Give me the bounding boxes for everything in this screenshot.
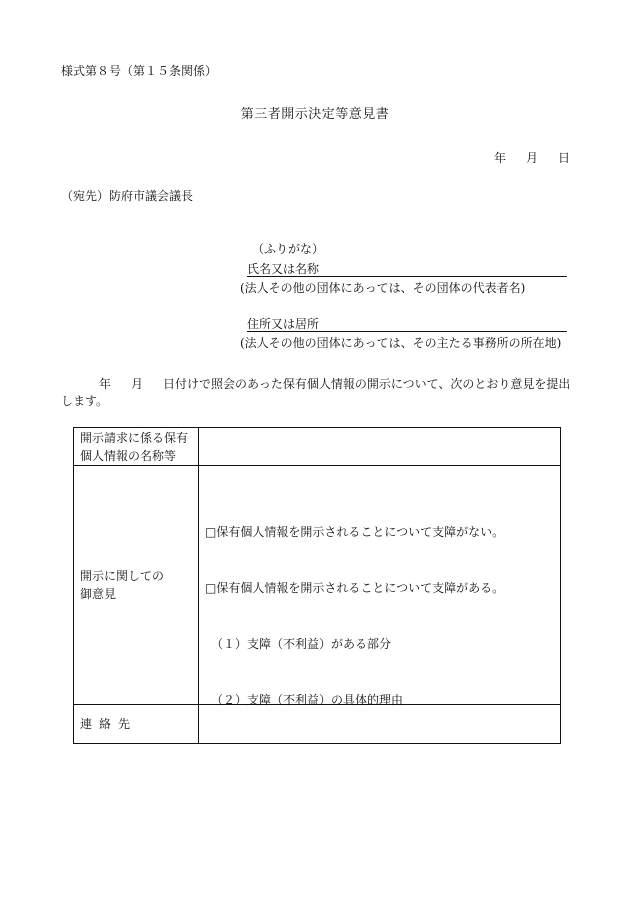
- address-field-label: 住所又は居所: [247, 317, 320, 331]
- name-field[interactable]: [247, 276, 567, 277]
- info-name-input-cell[interactable]: [199, 428, 561, 466]
- opinion-input-cell[interactable]: [199, 466, 561, 705]
- objection-part-label: （１）支障（不利益）がある部分: [211, 637, 392, 651]
- opinion-label-line1: 開示に関しての: [80, 569, 165, 583]
- body-year: 年: [99, 377, 112, 391]
- addressee: （宛先）防府市議会議長: [61, 189, 194, 203]
- opinion-label-cell: [74, 466, 199, 705]
- date-month: 月: [526, 151, 539, 165]
- date-day: 日: [558, 151, 571, 165]
- info-name-label-line1: 開示請求に係る保有: [80, 430, 189, 445]
- address-note: (法人その他の団体にあっては、その主たる事務所の所在地): [240, 336, 562, 350]
- info-name-label-cell: [74, 428, 199, 466]
- document-title: 第三者開示決定等意見書: [240, 107, 390, 122]
- form-number: 様式第８号（第１５条関係）: [61, 64, 218, 78]
- name-note: (法人その他の団体にあっては、その団体の代表者名): [240, 281, 526, 295]
- body-month: 月: [131, 377, 144, 391]
- date-year: 年: [494, 151, 507, 165]
- furigana-label: （ふりがな）: [252, 242, 325, 256]
- address-field[interactable]: [247, 331, 567, 332]
- table-row: [74, 428, 561, 466]
- objection-reason-label: （２）支障（不利益）の具体的理由: [211, 693, 404, 707]
- no-objection-checkbox[interactable]: □保有個人情報を開示されることについて支障がない。: [205, 525, 505, 539]
- contact-char-3: 先: [118, 717, 131, 731]
- date-line: [494, 152, 570, 164]
- contact-char-2: 絡: [99, 717, 112, 731]
- opinion-label-line2: 御意見: [80, 587, 117, 601]
- name-field-label: 氏名又は名称: [247, 262, 320, 276]
- contact-input-cell[interactable]: [199, 705, 561, 744]
- contact-char-1: 連: [80, 717, 93, 731]
- objection-checkbox[interactable]: □保有個人情報を開示されることについて支障がある。: [205, 581, 505, 595]
- info-name-label-line2: 個人情報の名称等: [80, 448, 177, 463]
- opinion-table: [73, 427, 561, 744]
- body-paragraph: [61, 376, 581, 410]
- contact-label-cell: [74, 705, 199, 744]
- table-row: [74, 466, 561, 705]
- body-rest: 日付けで照会のあった保有個人情報の開示について、次のとおり意見を提出します。: [61, 377, 571, 408]
- table-row: [74, 705, 561, 744]
